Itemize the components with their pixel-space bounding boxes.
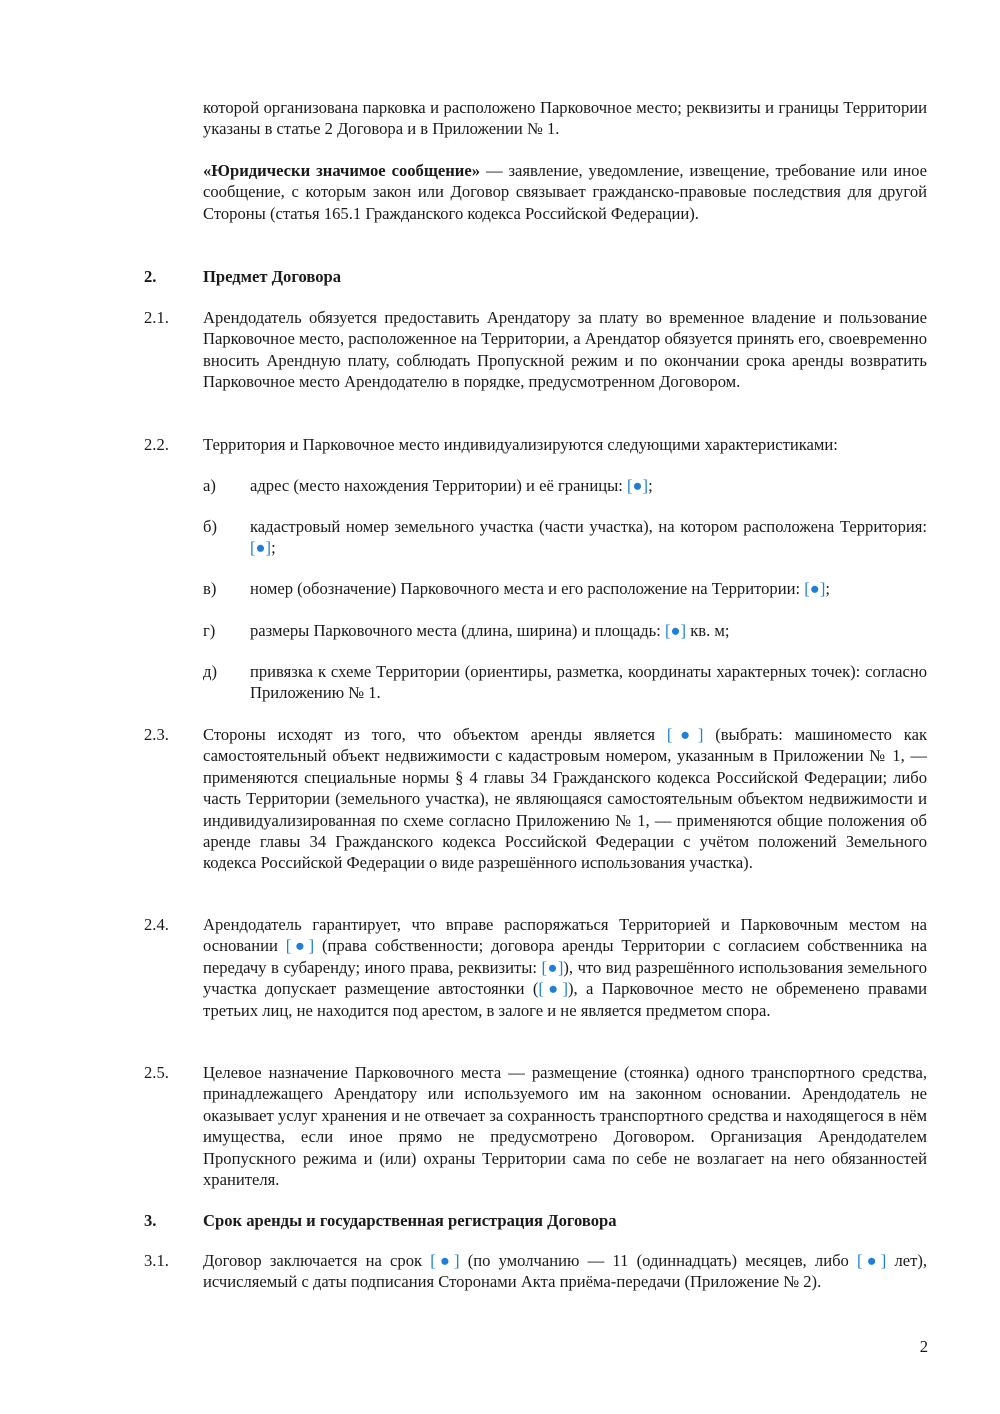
clause-3-1-number: 3.1. xyxy=(144,1251,169,1270)
item-g-letter: г) xyxy=(203,621,216,640)
placeholder-field[interactable]: [●] xyxy=(626,476,649,495)
placeholder-field[interactable]: [●] xyxy=(857,1251,887,1270)
item-d-letter: д) xyxy=(203,662,217,681)
placeholder-field[interactable]: [●] xyxy=(804,579,826,598)
section-3-number: 3. xyxy=(144,1211,157,1230)
item-a-text: адрес (место нахождения Территории) и её границы: [●]; xyxy=(250,476,653,495)
item-v-text: номер (обозначение) Парковочного места и его расположение на Территории: [●]; xyxy=(250,579,830,598)
defined-term: «Юридически значимое сообщение» xyxy=(203,161,480,180)
clause-2-2-number: 2.2. xyxy=(144,435,169,454)
clause-2-1-number: 2.1. xyxy=(144,308,169,327)
clause-2-1-text: Арендодатель обязуется предоставить Арендатору за плату во временное владение и пользование Парковочное место, расположенное на Территории, а Арендатор обязуется принять его, своевременно вносить Арендную плату, соблюдать Пропускной режим и по окончании срока аренды возвратить Парковочное место Арендодателю в порядке, предусмотренном Договором. xyxy=(203,308,927,392)
placeholder-field[interactable]: [●] xyxy=(538,979,568,999)
item-b-letter: б) xyxy=(203,517,217,536)
clause-2-3-number: 2.3. xyxy=(144,725,169,744)
clause-3-1-text: Договор заключается на срок [●] (по умолчанию — 11 (одиннадцать) месяцев, либо [●] лет), исчисляемый с даты подписания Сторонами Акта приёма-передачи (Приложение № 2). xyxy=(203,1251,928,1292)
section-2-number: 2. xyxy=(144,267,157,286)
clause-2-4-number: 2.4. xyxy=(144,915,169,934)
item-d-text: привязка к схеме Территории (ориентиры, разметка, координаты характерных точек): согласно Приложению № 1. xyxy=(250,662,927,703)
clause-2-4-text: Арендодатель гарантирует, что вправе распоряжаться Территорией и Парковочным местом на основании [●] (права собственности; договора аренды Территории с согласием собственника на передачу в субаренду; иного права, реквизиты: [●]), что вид разрешённого использования земельного участка допускает размещение автостоянки ([●]), а Парковочное место не обременено правами третьих лиц, не находится под арестом, в залоге и не является предметом спора. xyxy=(203,915,927,1020)
section-3-title: Срок аренды и государственная регистрация Договора xyxy=(203,1211,617,1230)
placeholder-field[interactable]: [●] xyxy=(430,1251,460,1270)
placeholder-field[interactable]: [●] xyxy=(541,957,564,977)
intro-continuation: которой организована парковка и расположено Парковочное место; реквизиты и границы Территории указаны в статье 2 Договора и в Приложении № 1. xyxy=(203,98,927,139)
placeholder-field[interactable]: [●] xyxy=(285,936,315,956)
clause-2-2-text: Территория и Парковочное место индивидуализируются следующими характеристиками: xyxy=(203,435,838,454)
page-number: 2 xyxy=(919,1337,928,1356)
item-g-text: размеры Парковочного места (длина, ширина) и площадь: [●] кв. м; xyxy=(250,621,730,640)
section-2-title: Предмет Договора xyxy=(203,267,342,286)
item-a-letter: а) xyxy=(203,476,216,495)
placeholder-field[interactable]: [●] xyxy=(665,621,687,640)
placeholder-field[interactable]: [●] xyxy=(666,725,704,744)
definition-legal-message: «Юридически значимое сообщение» — заявление, уведомление, извещение, требование или иное сообщение, с которым закон или Договор связывает гражданско-правовые последствия для другой Стороны (статья 165.1 Гражданского кодекса Российской Федерации). xyxy=(203,161,927,223)
clause-2-5-text: Целевое назначение Парковочного места — размещение (стоянка) одного транспортного средства, принадлежащего Арендатору или используемого им на законном основании. Арендодатель не оказывает услуг хранения и не отвечает за сохранность транспортного средства и находящегося в нём имущества, если иное прямо не предусмотрено Договором. Организация Арендодателем Пропускного режима и (или) охраны Территории сама по себе не возлагает на него обязанностей хранителя. xyxy=(203,1063,927,1190)
clause-2-5-number: 2.5. xyxy=(144,1063,169,1082)
item-v-letter: в) xyxy=(203,579,217,598)
placeholder-field[interactable]: [●] xyxy=(250,538,272,558)
clause-2-3-text: Стороны исходят из того, что объектом аренды является [●] (выбрать: машиноместо как самостоятельный объект недвижимости с кадастровым номером, указанным в Приложении № 1, — применяются специальные нормы § 4 главы 34 Гражданского кодекса Российской Федерации; либо часть Территории (земельного участка), не являющаяся самостоятельным объектом недвижимости и индивидуализированная по схеме согласно Приложению № 1, — применяются общие положения об аренде главы 34 Гражданского кодекса Российской Федерации с учётом положений Земельного кодекса Российской Федерации о виде разрешённого использования участка). xyxy=(203,725,927,873)
item-b-text: кадастровый номер земельного участка (части участка), на котором расположена Территория: [●]; xyxy=(250,517,927,558)
